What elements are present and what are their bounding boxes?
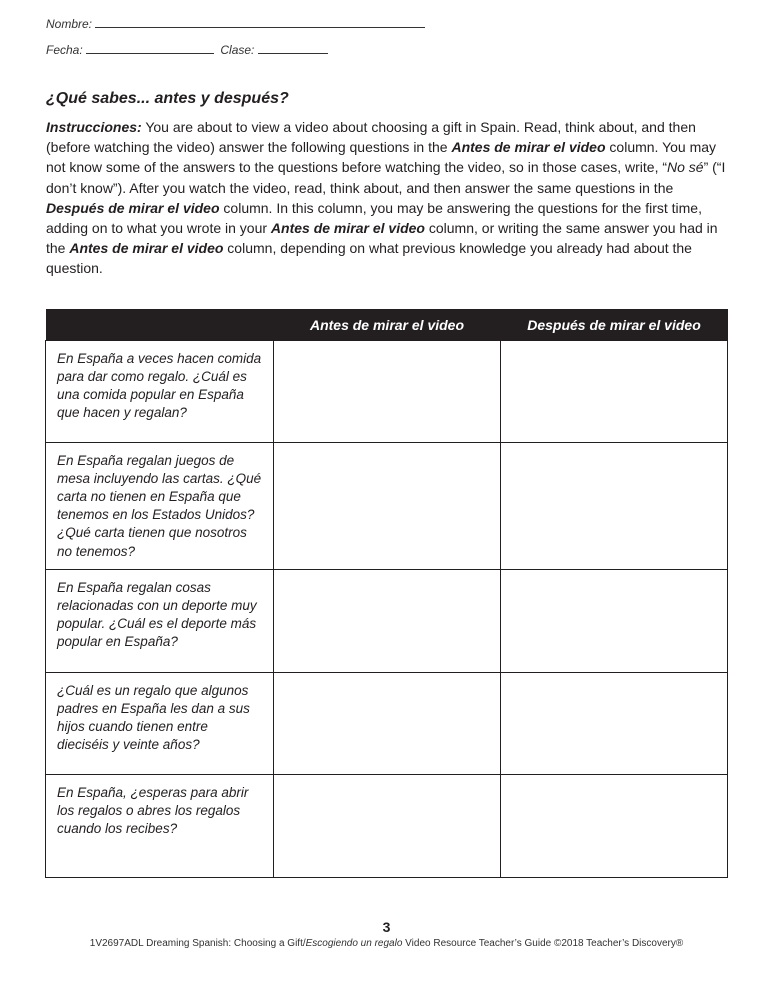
instructions-paragraph	[46, 117, 732, 279]
name-blank[interactable]	[95, 27, 425, 28]
instructions-text: You are about to view a video about choosing a gift in Spain. Read, think about, and then (before watching the video) answer the following questions in the	[46, 119, 696, 156]
footer-title-italic: Escogiendo un regalo	[305, 938, 403, 949]
answer-after-cell[interactable]	[501, 340, 728, 442]
answer-after-cell[interactable]	[501, 442, 728, 569]
answer-after-cell[interactable]	[501, 569, 728, 672]
header-blank	[46, 309, 274, 340]
answer-before-cell[interactable]	[274, 340, 501, 442]
answer-after-cell[interactable]	[501, 774, 728, 877]
section-title: ¿Qué sabes... antes y después?	[46, 90, 289, 107]
table-row	[46, 569, 728, 672]
instructions-column-ref: Antes de mirar el video	[451, 139, 606, 156]
answer-before-cell[interactable]	[274, 774, 501, 877]
class-label: Clase:	[220, 43, 255, 57]
date-blank[interactable]	[86, 53, 214, 54]
footer-text: Video Resource Teacher’s Guide ©2018 Teacher’s Discovery®	[402, 938, 684, 949]
page-number: 3	[382, 919, 391, 935]
question-cell: ¿Cuál es un regalo que algunos padres en España les dan a sus hijos cuando tienen entre dieciséis y veinte años?	[46, 672, 274, 774]
question-cell: En España a veces hacen comida para dar como regalo. ¿Cuál es una comida popular en España que hacen y regalan?	[46, 340, 274, 442]
answer-table	[45, 309, 728, 878]
date-class-row	[46, 43, 328, 57]
instructions-column-ref: Después de mirar el video	[46, 199, 220, 216]
table-row	[46, 340, 728, 442]
instructions-text: column. You may not know some of the answers to the questions before watching the video, so in those cases, write, “	[46, 139, 717, 176]
instructions-text: ” (“I don’t know”). After you watch the video, read, think about, and then answer the same questions in the	[46, 159, 726, 196]
table-row	[46, 774, 728, 877]
name-label: Nombre:	[46, 17, 93, 31]
instructions-no-se: No sé	[667, 159, 704, 176]
footer-credit	[0, 938, 773, 949]
answer-before-cell[interactable]	[274, 672, 501, 774]
header-after: Después de mirar el video	[501, 309, 728, 340]
answer-before-cell[interactable]	[274, 442, 501, 569]
table-row	[46, 442, 728, 569]
class-blank[interactable]	[258, 53, 328, 54]
footer-text: 1V2697ADL Dreaming Spanish: Choosing a Gift/	[89, 938, 306, 949]
question-cell: En España, ¿esperas para abrir los regalos o abres los regalos cuando los recibes?	[46, 774, 274, 877]
instructions-text: column, or writing the same answer you had in the	[46, 220, 718, 257]
table-header-row	[46, 309, 728, 340]
answer-before-cell[interactable]	[274, 569, 501, 672]
name-field[interactable]	[46, 17, 425, 31]
question-cell: En España regalan juegos de mesa incluyendo las cartas. ¿Qué carta no tienen en España que tenemos en los Estados Unidos? ¿Qué carta tienen que nosotros no tenemos?	[46, 442, 274, 569]
table-row	[46, 672, 728, 774]
instructions-column-ref: Antes de mirar el video	[69, 240, 224, 257]
question-cell: En España regalan cosas relacionadas con un deporte muy popular. ¿Cuál es el deporte más popular en España?	[46, 569, 274, 672]
answer-after-cell[interactable]	[501, 672, 728, 774]
date-label: Fecha:	[46, 43, 83, 57]
instructions-label: Instrucciones:	[46, 119, 142, 135]
instructions-text: column. In this column, you may be answering the questions for the first time, adding on to what you wrote in your	[46, 199, 702, 237]
instructions-column-ref: Antes de mirar el video	[270, 220, 425, 237]
instructions-text: column, depending on what previous knowledge you already had about the question.	[46, 240, 692, 277]
header-before: Antes de mirar el video	[274, 309, 501, 340]
